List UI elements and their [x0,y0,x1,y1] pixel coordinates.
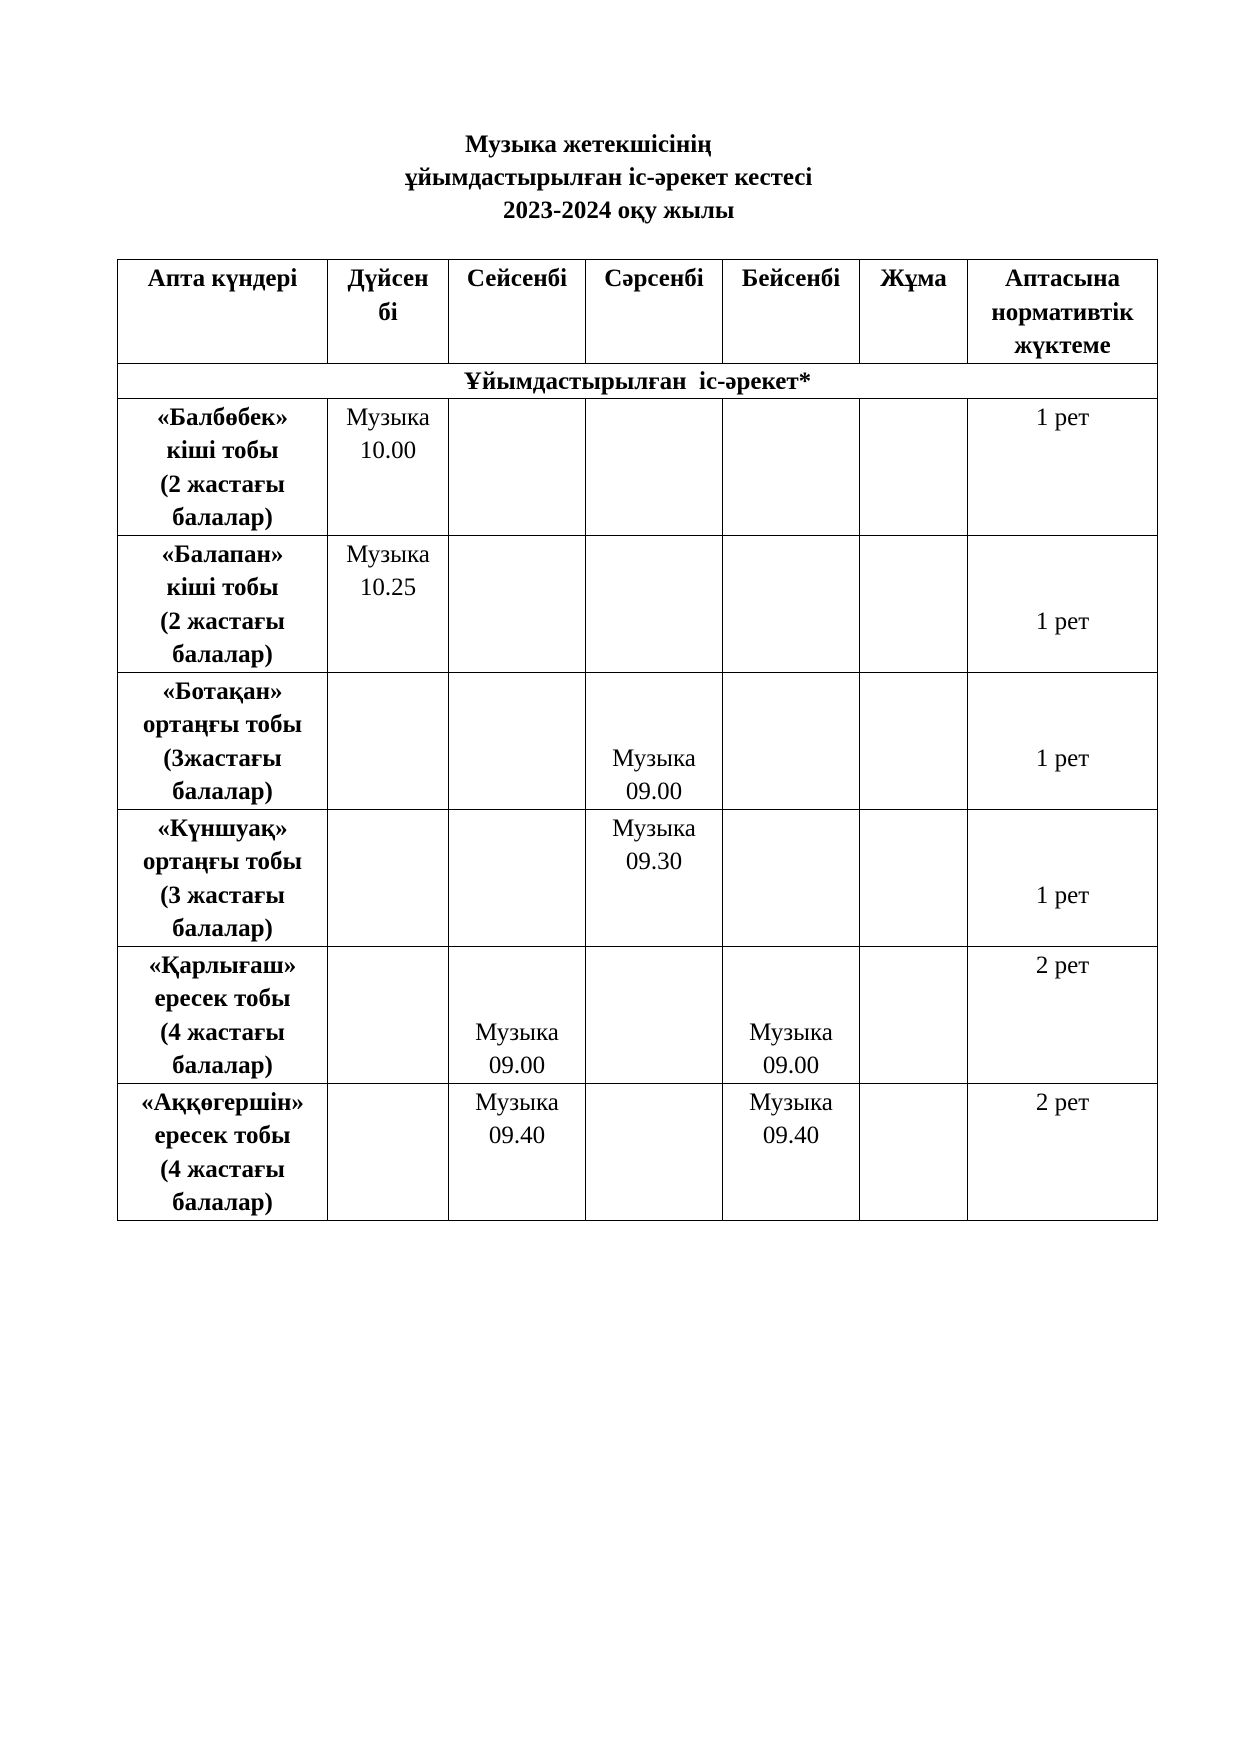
document-title [0,128,1241,227]
group-age-suffix: балалар) [172,1189,273,1216]
load-cell [968,809,1158,946]
activity-name: Музыка [346,403,430,431]
monday-cell [328,809,449,946]
table-row [118,398,1158,535]
header-tuesday: Сейсенбі [449,260,586,364]
group-name: «Қарлығаш» [148,951,297,979]
table-row [118,672,1158,809]
load-value: 2 рет [1035,951,1090,979]
friday-cell [860,535,968,672]
header-load-line-1: Аптасына [1004,265,1121,292]
group-age-suffix: балалар) [172,778,273,805]
wednesday-cell [586,672,723,809]
friday-cell [860,1083,968,1220]
group-age: (3 жастағы [160,881,285,909]
wednesday-cell [586,809,723,946]
header-friday: Жұма [860,260,968,364]
monday-cell [328,946,449,1083]
activity-name: Музыка [475,1088,559,1116]
load-cell [968,946,1158,1083]
header-wednesday: Сәрсенбі [586,260,723,364]
activity-name: Музыка [612,814,696,842]
activity-name: Музыка [346,540,430,568]
title-line-1: Музыка жетекшісінің [465,131,712,158]
group-name: «Балапан» [161,540,284,568]
load-value: 1 рет [1035,744,1090,772]
title-line-3: 2023-2024 оқу жылы [503,197,735,224]
header-days: Апта күндері [118,260,328,364]
group-age: (2 жастағы [160,607,285,635]
header-thursday: Бейсенбі [723,260,860,364]
wednesday-cell [586,946,723,1083]
title-line-2: ұйымдастырылған іс-әрекет кестесі [405,164,813,191]
header-weekly-load [968,260,1158,364]
load-value: 1 рет [1035,607,1090,635]
group-type: ортаңғы тобы [142,711,303,738]
thursday-cell [723,672,860,809]
group-name: «Балбөбек» [157,403,288,431]
activity-name: Музыка [749,1018,833,1046]
header-monday [328,260,449,364]
tuesday-cell [449,398,586,535]
monday-cell [328,535,449,672]
activity-time: 09.00 [488,1052,546,1079]
group-cell [118,1083,328,1220]
thursday-cell [723,946,860,1083]
wednesday-cell [586,398,723,535]
activity-time: 09.40 [488,1122,546,1149]
section-label: Ұйымдастырылған іс-әрекет* [118,363,1158,398]
friday-cell [860,809,968,946]
activity-time: 09.00 [625,778,683,805]
load-cell [968,535,1158,672]
tuesday-cell [449,946,586,1083]
table-row [118,535,1158,672]
schedule-table [117,259,1158,1221]
group-age-suffix: балалар) [172,1052,273,1079]
friday-cell [860,672,968,809]
monday-cell [328,398,449,535]
activity-time: 09.00 [762,1052,820,1079]
load-value: 2 рет [1035,1088,1090,1116]
group-age-suffix: балалар) [172,915,273,942]
group-cell [118,946,328,1083]
group-name: «Аққөгершін» [141,1088,304,1116]
thursday-cell [723,398,860,535]
table-row [118,1083,1158,1220]
group-name: «Күншуақ» [157,814,288,842]
group-cell [118,398,328,535]
table-row [118,809,1158,946]
load-cell [968,398,1158,535]
group-type: ересек тобы [154,985,291,1012]
table-row [118,946,1158,1083]
activity-name: Музыка [749,1088,833,1116]
activity-name: Музыка [612,744,696,772]
tuesday-cell [449,809,586,946]
load-cell [968,672,1158,809]
group-type: ересек тобы [154,1122,291,1149]
activity-time: 10.00 [359,437,417,464]
group-type: ортаңғы тобы [142,848,303,875]
activity-time: 09.40 [762,1122,820,1149]
wednesday-cell [586,1083,723,1220]
group-type: кіші тобы [166,574,279,601]
group-age-suffix: балалар) [172,504,273,531]
tuesday-cell [449,672,586,809]
monday-cell [328,1083,449,1220]
load-value: 1 рет [1035,881,1090,909]
header-load-line-2: нормативтік [991,298,1134,326]
group-age: (3жастағы [163,744,282,772]
group-age: (4 жастағы [160,1018,285,1046]
monday-cell [328,672,449,809]
group-age: (2 жастағы [160,470,285,498]
activity-time: 09.30 [625,848,683,875]
load-value: 1 рет [1035,403,1090,431]
section-row [118,363,1158,398]
tuesday-cell [449,1083,586,1220]
activity-time: 10.25 [359,574,417,601]
activity-name: Музыка [475,1018,559,1046]
group-age: (4 жастағы [160,1155,285,1183]
tuesday-cell [449,535,586,672]
thursday-cell [723,535,860,672]
wednesday-cell [586,535,723,672]
group-name: «Ботақан» [162,677,283,705]
group-cell [118,809,328,946]
header-row [118,260,1158,364]
group-cell [118,672,328,809]
group-type: кіші тобы [166,437,279,464]
header-monday-part1: Дүйсен [347,265,429,292]
group-cell [118,535,328,672]
group-age-suffix: балалар) [172,641,273,668]
thursday-cell [723,1083,860,1220]
header-monday-part2: бі [378,298,398,326]
header-load-line-3: жүктеме [1014,332,1111,359]
friday-cell [860,946,968,1083]
friday-cell [860,398,968,535]
load-cell [968,1083,1158,1220]
thursday-cell [723,809,860,946]
